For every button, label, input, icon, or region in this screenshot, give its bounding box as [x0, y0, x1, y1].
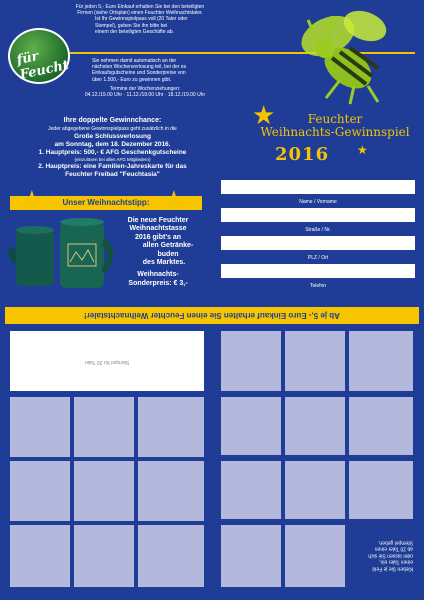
- taler-slot[interactable]: [10, 525, 70, 587]
- big-draw: Große Schlussverlosung: [74, 133, 151, 140]
- taler-slot[interactable]: [285, 461, 345, 519]
- glue-note-line: Kleben Sie je Feld: [372, 565, 413, 572]
- double-chance: [5, 116, 220, 179]
- price-label: Weihnachts-: [137, 271, 179, 279]
- star-icon: ★: [22, 186, 42, 211]
- taler-slot[interactable]: [349, 331, 413, 391]
- intro-line: Für jeden 5,- Euro Einkauf erhalten Sie bei den beteiligten: [75, 4, 205, 10]
- street-field-label: Straße / Nr.: [305, 227, 331, 233]
- taler-slot[interactable]: [285, 525, 345, 587]
- title-line1: Feuchter: [307, 112, 363, 126]
- taler-slot[interactable]: [349, 397, 413, 455]
- glue-note-line: Stempel geben.: [377, 539, 413, 546]
- dates-label: Termine der Wochenziehungen:: [109, 85, 181, 92]
- taler-slot[interactable]: [349, 461, 413, 519]
- taler-slot[interactable]: [74, 397, 134, 457]
- tip-bar: Unser Weihnachtstipp:: [10, 196, 202, 210]
- bee-mascot-icon: [270, 6, 410, 106]
- draw-info-line: Sie nehmen damit automatisch an der: [92, 58, 177, 64]
- intro-line: Stempel), geben Sie ihn bitte bei: [95, 22, 168, 29]
- stamp-field[interactable]: [10, 331, 204, 391]
- prize1-note: (einzulösen bei allen AFG Mitgliedern): [74, 157, 151, 162]
- phone-field[interactable]: [221, 264, 415, 278]
- tip-line: Die neue Feuchter: [127, 217, 189, 224]
- taler-slot[interactable]: [221, 397, 281, 455]
- tip-line: buden: [157, 250, 179, 258]
- intro-line: Firmen (siehe Ortsplan) einen Feuchter Weihnachtstaler.: [77, 10, 203, 17]
- dates: 04.12./19.00 Uhr · 11.12./19.00 Uhr · 18.12./19.00 Uhr: [84, 92, 206, 99]
- prize2: 2. Hauptpreis: eine Familien-Jahreskarte für das: [38, 163, 187, 170]
- name-field[interactable]: [221, 180, 415, 194]
- logo: [8, 28, 70, 84]
- taler-slot[interactable]: [285, 331, 345, 391]
- taler-slot[interactable]: [74, 525, 134, 587]
- taler-slot[interactable]: [285, 397, 345, 455]
- double-chance-heading: Ihre doppelte Gewinnchance:: [63, 117, 162, 124]
- intro-line: einem der beteiligten Geschäfte ab.: [95, 28, 174, 35]
- taler-slot[interactable]: [221, 461, 281, 519]
- taler-slot[interactable]: [138, 525, 204, 587]
- glue-note-line: ab 20 Taler einen: [374, 546, 413, 552]
- glue-note: [349, 525, 413, 587]
- game-title: [250, 113, 420, 139]
- glue-note-text: [349, 539, 413, 572]
- intro-line: Ist Ihr Gewinnspielpass voll (20 Taler oder: [95, 16, 188, 23]
- star-icon: ★: [357, 143, 368, 157]
- zip-city-field-label: PLZ / Ort: [307, 255, 329, 261]
- draw-date: am Sonntag, dem 18. Dezember 2016.: [54, 141, 171, 148]
- draw-info: [70, 58, 220, 98]
- tip-text: [108, 217, 208, 288]
- zip-city-field[interactable]: [221, 236, 415, 250]
- glue-note-line: einen Taler ein,: [379, 559, 413, 565]
- prize2-cont: Feuchter Freibad "Feuchtasia": [65, 171, 160, 178]
- draw-info-line: Einkaufsgutscheine und Sonderpreise von: [92, 70, 186, 77]
- tip-line: Weihnachtstasse: [129, 225, 187, 233]
- prize1: 1. Hauptpreis: 500,- € AFG Geschenkgutscheine: [38, 149, 187, 156]
- tip-line: des Marktes.: [142, 259, 186, 267]
- title-line2: Weihnachts-Gewinnspiel: [260, 125, 410, 139]
- banner-text: Ab je 5,- Euro Einkauf erhalten Sie einen Feuchter Weihnachtstaler!: [84, 311, 340, 320]
- glue-note-line: oder lassen Sie sich: [368, 552, 413, 559]
- intro-text: [55, 4, 225, 35]
- taler-slot[interactable]: [10, 397, 70, 457]
- star-icon: ★: [164, 186, 184, 211]
- phone-field-label: Telefon: [309, 283, 327, 289]
- tip-line: 2016 gibt's an: [134, 233, 182, 241]
- double-chance-sub: Jeder abgegebene Gewinnspielpass geht zusätzlich in die: [48, 126, 177, 132]
- taler-slot[interactable]: [138, 461, 204, 521]
- taler-slot[interactable]: [10, 461, 70, 521]
- taler-slot[interactable]: [138, 397, 204, 457]
- street-field[interactable]: [221, 208, 415, 222]
- draw-info-line: nächsten Wochenverlosung teil, bei der es: [92, 64, 187, 71]
- taler-slot[interactable]: [221, 525, 281, 587]
- tip-line: allen Getränke-: [142, 242, 194, 250]
- banner: [5, 307, 419, 324]
- stamp-label: Stempel für 20 Taler: [84, 359, 130, 365]
- taler-slot[interactable]: [221, 331, 281, 391]
- special-price: Sonderpreis: € 3,-: [128, 279, 188, 287]
- star-icon: ★: [252, 100, 276, 130]
- christmas-mug-image: [6, 216, 114, 298]
- taler-slot[interactable]: [74, 461, 134, 521]
- name-field-label: Name / Vorname: [299, 199, 337, 205]
- title-year: 2016: [275, 144, 330, 165]
- draw-info-line: über 1.500,- Euro zu gewinnen gibt.: [92, 76, 172, 83]
- logo-text: für Feucht: [15, 48, 71, 83]
